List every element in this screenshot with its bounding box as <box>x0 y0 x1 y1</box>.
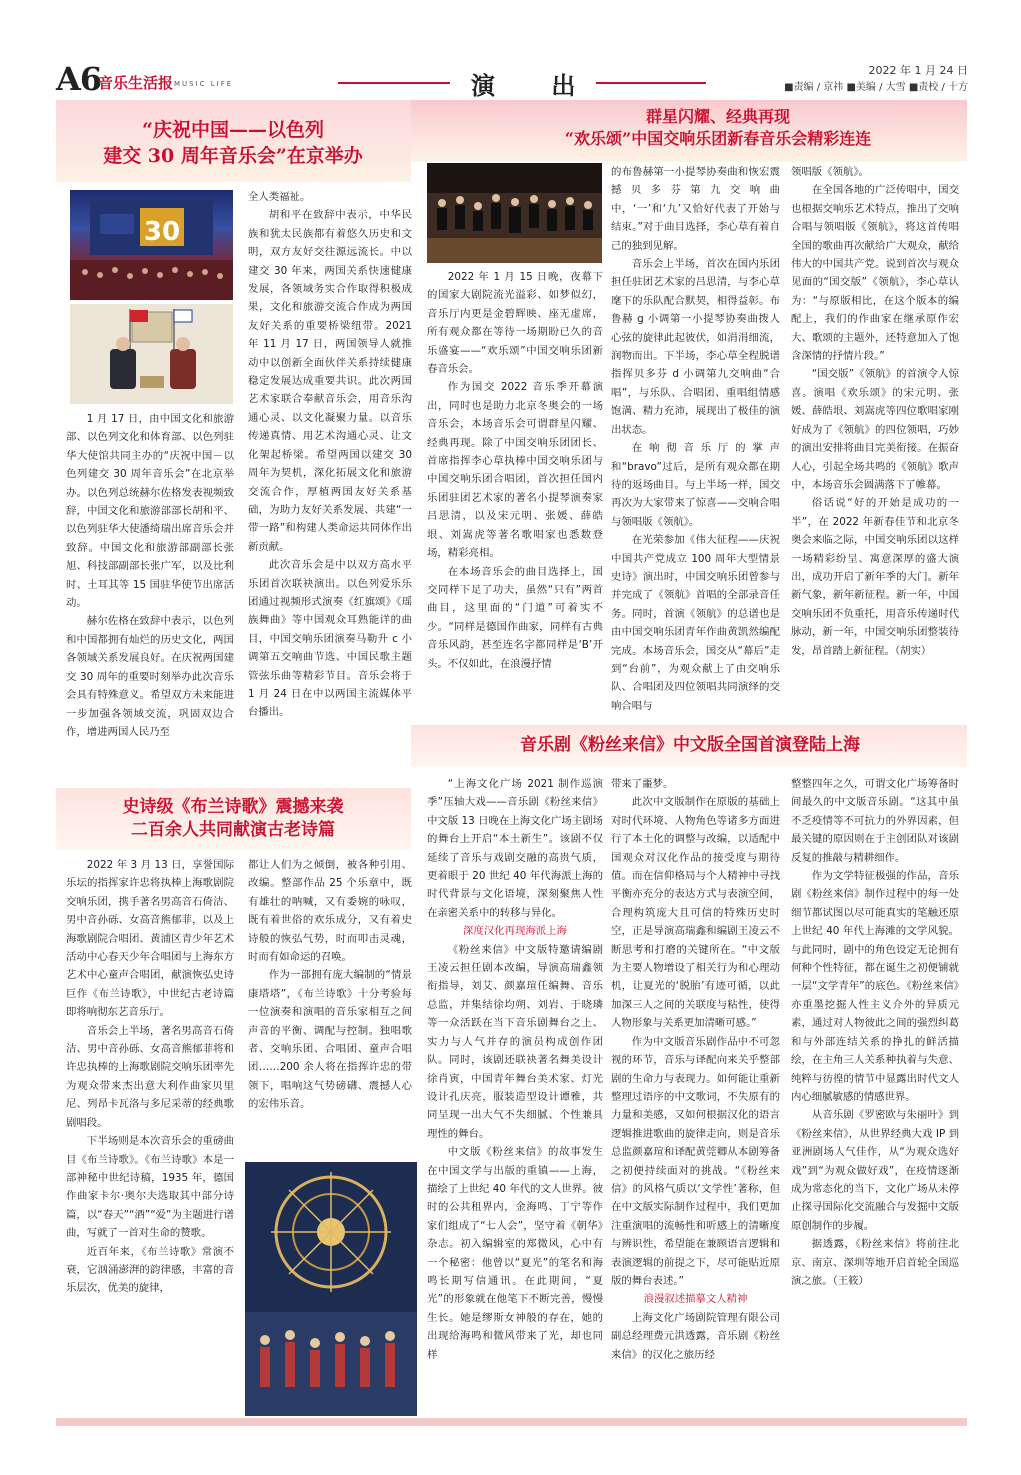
article1-paragraph: 胡和平在致辞中表示，中华民族和犹太民族都有着悠久历史和文明，双方友好交往源远流长。中以建交 30 年来，两国关系快速健康发展，各领域务实合作取得积极成果，文化和旅游交流合作成为两国友好关系的重要桥梁纽带。2021 年 11 月 17 日，两国领导人就推动中以创新全面伙伴关系持续健康稳定发展达成重要共识。此次两国艺术家联合奉献音乐会，用音乐沟通心灵、以文化凝聚力量。以音乐传递真情、用艺术沟通心灵、让文化架起桥梁。希望两国以建交 30 周年为契机，深化拓展文化和旅游交流合作，厚植两国友好关系基础，为助力友好关系发展、共建“一带一路”和构建人类命运共同体作出新贡献。 <box>248 209 412 553</box>
article1-paragraph: 全人类福祉。 <box>248 191 311 203</box>
article3-paragraph: 上海文化广场剧院管理有限公司副总经理费元洪透露，音乐剧《粉丝来信》的汉化之旅历经 <box>611 1311 780 1361</box>
article4-paragraph: 2022 年 3 月 13 日，享誉国际乐坛的指挥家许忠将执棒上海歌剧院交响乐团，携手著名男高音石倚洁、男中音孙砾、女高音熊郁菲，以及上海歌剧院合唱团、黄浦区青少年艺术活动中心春天少年合唱团与上海东方艺术中心童声合唱团，献演恢弘史诗巨作《布兰诗歌》，中世纪古老诗篇即将响彻东艺音乐厅。 <box>66 859 234 1019</box>
article3-paragraph: 从音乐剧《罗密欧与朱丽叶》到《粉丝来信》，从世界经典大戏 IP 到亚洲剧场人气佳作，从“为观众选好戏”到“为观众做好戏”，在疫情逐渐成为常态化的当下，文化广场从未停止探寻国际化交流融合与发掘中文版原创制作的步履。 <box>791 1109 959 1232</box>
article3-paragraph: 整整四年之久，可谓文化广场筹备时间最久的中文版音乐剧。“这其中虽不乏疫情等不可抗力的外界因素，但最关键的原因则在于主创团队对该剧反复的推敲与精耕细作。 <box>791 778 959 864</box>
article3-paragraph: 带来了噩梦。 <box>611 778 674 790</box>
article2-paragraph: 俗话说“好的开始是成功的一半”，在 2022 年新春佳节和北京冬奥会来临之际，中国交响乐团以这样一场精彩纷呈、寓意深厚的盛大演出，成功开启了新年季的大门。新年新气象，新年新征程。新一年，中国交响乐团不负重托，用音乐传递时代脉动，新一年，中国交响乐团整装待发，昂首踏上新征程。（胡实） <box>791 497 959 657</box>
issue-date: 2022 年 1 月 24 日 <box>868 64 968 77</box>
article3-paragraph: 中文版《粉丝来信》的故事发生在中国文学与出版的重镇——上海，描绘了上世纪 40 年代的文人世界。彼时的公共租界内，金海鸣、丁宁等作家们组成了“七人会”，坚守着《朝华》杂志。初入编辑室的郑微风，心中有一个秘密：他曾以“夏光”的笔名和海鸣长期写信通讯。在此期间，“夏光”的形象就在他笔下不断完善，慢慢生长。她是缪斯女神般的存在，她的出现给海鸣和微风带来了光，却也同样 <box>427 1146 603 1361</box>
article3-paragraph: 此次中文版制作在原版的基础上对时代环境、人物角色等诸多方面进行了本土化的调整与改编，以适配中国观众对汉化作品的接受度与期待值。而在信仰格局与个人精神中寻找平衡亦充分的表达方式与表演空间，合理构筑庞大且可信的特殊历史时空，正是导演高瑞鑫和编剧王凌云不断思考和打磨的关键所在。“中文版为主要人物增设了相关行为和心理动机，让夏光的‘脱胎’有迹可循，以此加深三人之间的关联度与粘性，使得人物形象与关系更加清晰可感。” <box>611 796 780 1030</box>
article3-subheading: 浪漫叙述描摹文人精神 <box>643 1293 748 1306</box>
orchestra-photo <box>427 163 602 263</box>
article1-title-line1: “庆祝中国——以色列 <box>142 119 324 141</box>
article1-headline <box>60 118 406 169</box>
article4-paragraph: 都让人们为之倾倒，被各种引用、改编。整部作品 25 个乐章中，既有雄壮的呐喊，又有委婉的咏叹，既有着世俗的欢乐成分，又有着史诗般的恢弘气势，时而叩击灵魂，时而有如命运的召唤。 <box>248 859 412 964</box>
anniversary-number: 30 <box>143 217 181 247</box>
article2-paragraph: 在本场音乐会的曲目选择上，国交同样下足了功夫，虽然“只有”两首曲目，这里面的“门道”可着实不少。“同样是德国作曲家，同样有古典音乐风韵，甚至连名字都同样是‘B’开头。不仅如此，在浪漫抒情 <box>427 565 603 670</box>
article2-paragraph: 的布鲁赫第一小提琴协奏曲和恢宏震撼贝多芬第九交响曲中，‘一’和‘九’又恰好代表了开始与结束。”对于曲目选择，李心草有着自己的独到见解。 <box>611 166 780 252</box>
footer-strip <box>56 1418 967 1426</box>
article3-column2 <box>611 775 780 1364</box>
article4-title-line2: 二百余人共同献演古老诗篇 <box>131 819 335 840</box>
article3-paragraph: 作为中文版音乐剧作品中不可忽视的环节，音乐与译配向来关乎整部剧的生命力与表现力。如何能让重新整理过语序的中文歌词，不失原有的力量和美感，又如何根据汉化的语言逻辑推进歌曲的旋律走向，则是音乐总监颜嘉瑄和译配黄莞卿从本剧筹备之初便持续面对的挑战。“《粉丝来信》的风格气质以‘文学性’著称，但在中文版实际制作过程中，我们更加注重演唱的流畅性和听感上的清晰度与辨识性，希望能在兼顾语言逻辑和表演逻辑的前提之下，尽可能贴近原版的舞台表述。” <box>611 1035 780 1287</box>
article2-title-line1: 群星闪耀、经典再现 <box>645 107 790 126</box>
article2-title-line2: “欢乐颂”中国交响乐团新春音乐会精彩连连 <box>564 128 872 148</box>
article3-paragraph: 据透露，《粉丝来信》将前往北京、南京、深圳等地开启首轮全国巡演之旅。（王筱） <box>791 1238 959 1287</box>
article3-paragraph: 作为文学特征极强的作品，音乐剧《粉丝来信》制作过程中的每一处细节都试图以尽可能真实的笔触还原上世纪 40 年代上海滩的文学风貌。与此同时，剧中的角色设定无论拥有何种个性特征，都在诞生之初便铺就一层“文学青年”的底色。《粉丝来信》亦重墨挖掘人性主义介外的异质元素，通过对人物彼此之间的强烈纠葛和与外部连结关系的挣扎的鲜活描绘，在主角三人关系种执着与失意、纯粹与彷徨的情节中显露出时代文人内心细腻敏感的情感世界。 <box>791 870 959 1103</box>
meeting-illustration <box>70 304 233 404</box>
article2-paragraph: 音乐会上半场，首次在国内乐团担任驻团艺术家的吕思清，与李心草麾下的乐队配合默契，相得益彰。布鲁赫 g 小调第一小提琴协奏曲拨人心弦的旋律此起彼伏，如涓涓细流，润物而出。下半场，李心草全程脱谱指挥贝多芬 d 小调第九交响曲“合唱”，与乐队、合唱团、重唱组情感饱满、精力充沛，展现出了极佳的演出状态。 <box>611 258 780 436</box>
article2-paragraph: “国交版”《领航》的首演令人惊喜。演唱《欢乐颂》的宋元明、张媛、薛皓垠、刘嵩虎等四位歌唱家刚好成为了《领航》的四位领唱，巧妙的演出安排将曲目完美衔接。在振奋人心，引起全场共鸣的《领航》歌声中，本场音乐会圆满落下了帷幕。 <box>791 368 959 491</box>
article2-paragraph: 在光荣参加《伟大征程——庆祝中国共产党成立 100 周年大型情景史诗》演出时，中国交响乐团曾参与并完成了《领航》首唱的全部录音任务。同时，首演《领航》的总谱也是由中国交响乐团青年作曲黄凯然编配完成。本场音乐会，国交从“幕后”走到“台前”，为观众献上了由交响乐队、合唱团及四位领唱共同演绎的交响合唱与 <box>611 534 780 712</box>
painting-photo <box>245 1162 417 1416</box>
page-number: A6 <box>56 60 102 98</box>
article1-column1 <box>66 410 234 741</box>
article2-paragraph: 领唱版《领航》。 <box>791 166 869 178</box>
article1-title-line2: 建交 30 周年音乐会”在京举办 <box>103 144 363 167</box>
concert-stage-illustration <box>70 190 233 300</box>
article2-paragraph: 作为国交 2022 音乐季开幕演出，同时也是助力北京冬奥会的一场音乐会，本场音乐会可谓群星闪耀、经典再现。除了中国交响乐团团长、首席指挥李心草执棒中国交响乐团与中国交响乐团合唱团，首次担任国内乐团驻团艺术家的著名小提琴演奏家吕思清，以及宋元明、张媛、薛皓垠、刘嵩虎等著名歌唱家也悉数登场，精彩亮相。 <box>427 381 603 560</box>
article2-paragraph: 2022 年 1 月 15 日晚，夜幕下的国家大剧院流光溢彩、如梦似幻，音乐厅内更是金碧辉映、座无虚席，所有观众都在等待一场期盼已久的音乐盛宴——“欢乐颂”中国交响乐团新春音乐会。 <box>427 271 603 376</box>
section-rule-right <box>596 82 706 84</box>
section-rule-left <box>338 82 450 84</box>
paper-name-en: MUSIC LIFE <box>174 80 234 88</box>
article3-column3 <box>791 775 959 1290</box>
section-title: 演 出 <box>471 71 600 100</box>
article1-paragraph: 1 月 17 日，由中国文化和旅游部、以色列文化和体育部、以色列驻华大使馆共同主办的“庆祝中国－以色列建交 30 周年音乐会”在北京举办。以色列总统赫尔佐格发表视频致辞，中国文化和旅游部部长胡和平、以色列驻华大使潘绮瑞出席音乐会并致辞。中国文化和旅游部副部长张旭、科技部副部长张广军，以及比利时、土耳其等 15 国驻华使节出席活动。 <box>66 413 234 610</box>
article4-column1 <box>66 856 234 1298</box>
article3-column1 <box>427 775 603 1364</box>
concert-stage-photo <box>70 190 233 300</box>
painting-illustration <box>245 1162 417 1416</box>
article4-paragraph: 近百年来，《布兰诗歌》常演不衰，它汹涌澎湃的韵律感，丰富的音乐层次，优美的旋律， <box>66 1245 234 1295</box>
page-header <box>56 58 968 98</box>
article2-column1 <box>427 268 603 673</box>
article4-paragraph: 音乐会上半场，著名男高音石倚洁、男中音孙砾、女高音熊郁菲将和许忠执棒的上海歌剧院交响乐团率先为观众带来杰出意大利作曲家贝里尼、列昂卡瓦洛与多尼采蒂的经典歌剧唱段。 <box>66 1024 234 1129</box>
article2-paragraph: 在全国各地的广泛传唱中，国交也根据交响乐艺术特点，推出了交响合唱与领唱版《领航》，将这首传唱全国的歌曲再次献给广大观众，献给伟大的中国共产党。说到首次与观众见面的“国交版”《领航》，李心草认为：“与原版相比，在这个版本的编配上，我们的作曲家在继承原作宏大、歌颂的主题外，还特意加入了饱含深情的抒情片段。” <box>791 184 959 363</box>
article3-subheading: 深度汉化再现海派上海 <box>463 925 567 938</box>
article4-column2 <box>248 856 412 1114</box>
article4-paragraph: 作为一部拥有庞大编制的“情景康塔塔”，《布兰诗歌》十分考验每一位演奏和演唱的音乐家相互之间声音的平衡、调配与控制。独唱歌者、交响乐团、合唱团、童声合唱团……200 余人将在指挥许忠的带领下，唱响这气势磅礴、震撼人心的宏伟乐音。 <box>248 969 412 1111</box>
paper-name: 音乐生活报 <box>98 74 174 92</box>
article1-paragraph: 此次音乐会是中以双方高水平乐团首次联袂演出。以色列爱乐乐团通过视频形式演奏《红旗颂》《瑶族舞曲》等中国观众耳熟能详的曲目，中国交响乐团演奏马勒升 c 小调第五交响曲节选、中国民歌主题管弦乐曲等精彩节目。音乐会将于 1 月 24 日在中以两国主流媒体平台播出。 <box>248 559 412 719</box>
editor-credits: ■责编 / 京祎 ■美编 / 大雪 ■责校 / 十方 <box>784 82 968 93</box>
article2-headline <box>508 106 928 149</box>
article1-paragraph: 赫尔佐格在致辞中表示，以色列和中国都拥有灿烂的历史文化，两国各领域关系发展良好。在庆祝两国建交 30 周年的重要时刻举办此次音乐会具有特殊意义。希望双方未来能进一步加强各领域交流，巩固双边合作，增进两国人民乃至 <box>66 615 234 738</box>
article2-column3 <box>791 163 959 660</box>
article4-headline <box>60 796 406 842</box>
meeting-photo <box>70 304 233 404</box>
article3-paragraph: “上海文化广场 2021 制作巡演季”压轴大戏——音乐剧《粉丝来信》中文版 13 日晚在上海文化广场主剧场的舞台上开启“本土新生”。该剧不仅延续了音乐与戏剧交融的高贵气质，更着眼于 20 世纪 40 年代海派上海的时代背景与文化语境，深刻聚焦人性在亲密关系中的转移与异化。 <box>427 778 603 919</box>
orchestra-illustration <box>427 163 602 263</box>
article3-paragraph: 《粉丝来信》中文版特邀请编剧王凌云担任剧本改编，导演高瑞鑫领衔指导，刘艾、颜嘉瑄任编舞、音乐总监，并集结徐均朔、刘岩、于晓璘等一众活跃在当下音乐剧舞台之上、实力与人气并存的演员构成创作团队。同时，该剧还联袂著名舞美设计徐肖寅，中国青年舞台美术家、灯光设计孔庆亮，服装造型设计谭雅，共同呈现一出大气不失细腻、个性兼具理性的舞台。 <box>427 943 603 1140</box>
article1-column2 <box>248 188 412 722</box>
article2-column2 <box>611 163 780 715</box>
article4-paragraph: 下半场则是本次音乐会的重磅曲目《布兰诗歌》。《布兰诗歌》本是一部神秘中世纪诗稿，1935 年，德国作曲家卡尔·奥尔夫选取其中部分诗篇，以“春天”“酒”“爱”为主题进行谱曲，写就了一首对生命的赞歌。 <box>66 1135 234 1240</box>
article4-title-line1: 史诗级《布兰诗歌》震撼来袭 <box>122 797 344 817</box>
article3-headline: 音乐剧《粉丝来信》中文版全国首演登陆上海 <box>520 735 860 755</box>
article2-paragraph: 在响彻音乐厅的掌声和“bravo”过后，是所有观众都在期待的返场曲目。与上半场一样，国交再次为大家带来了惊喜——交响合唱与领唱版《领航》。 <box>611 442 780 528</box>
